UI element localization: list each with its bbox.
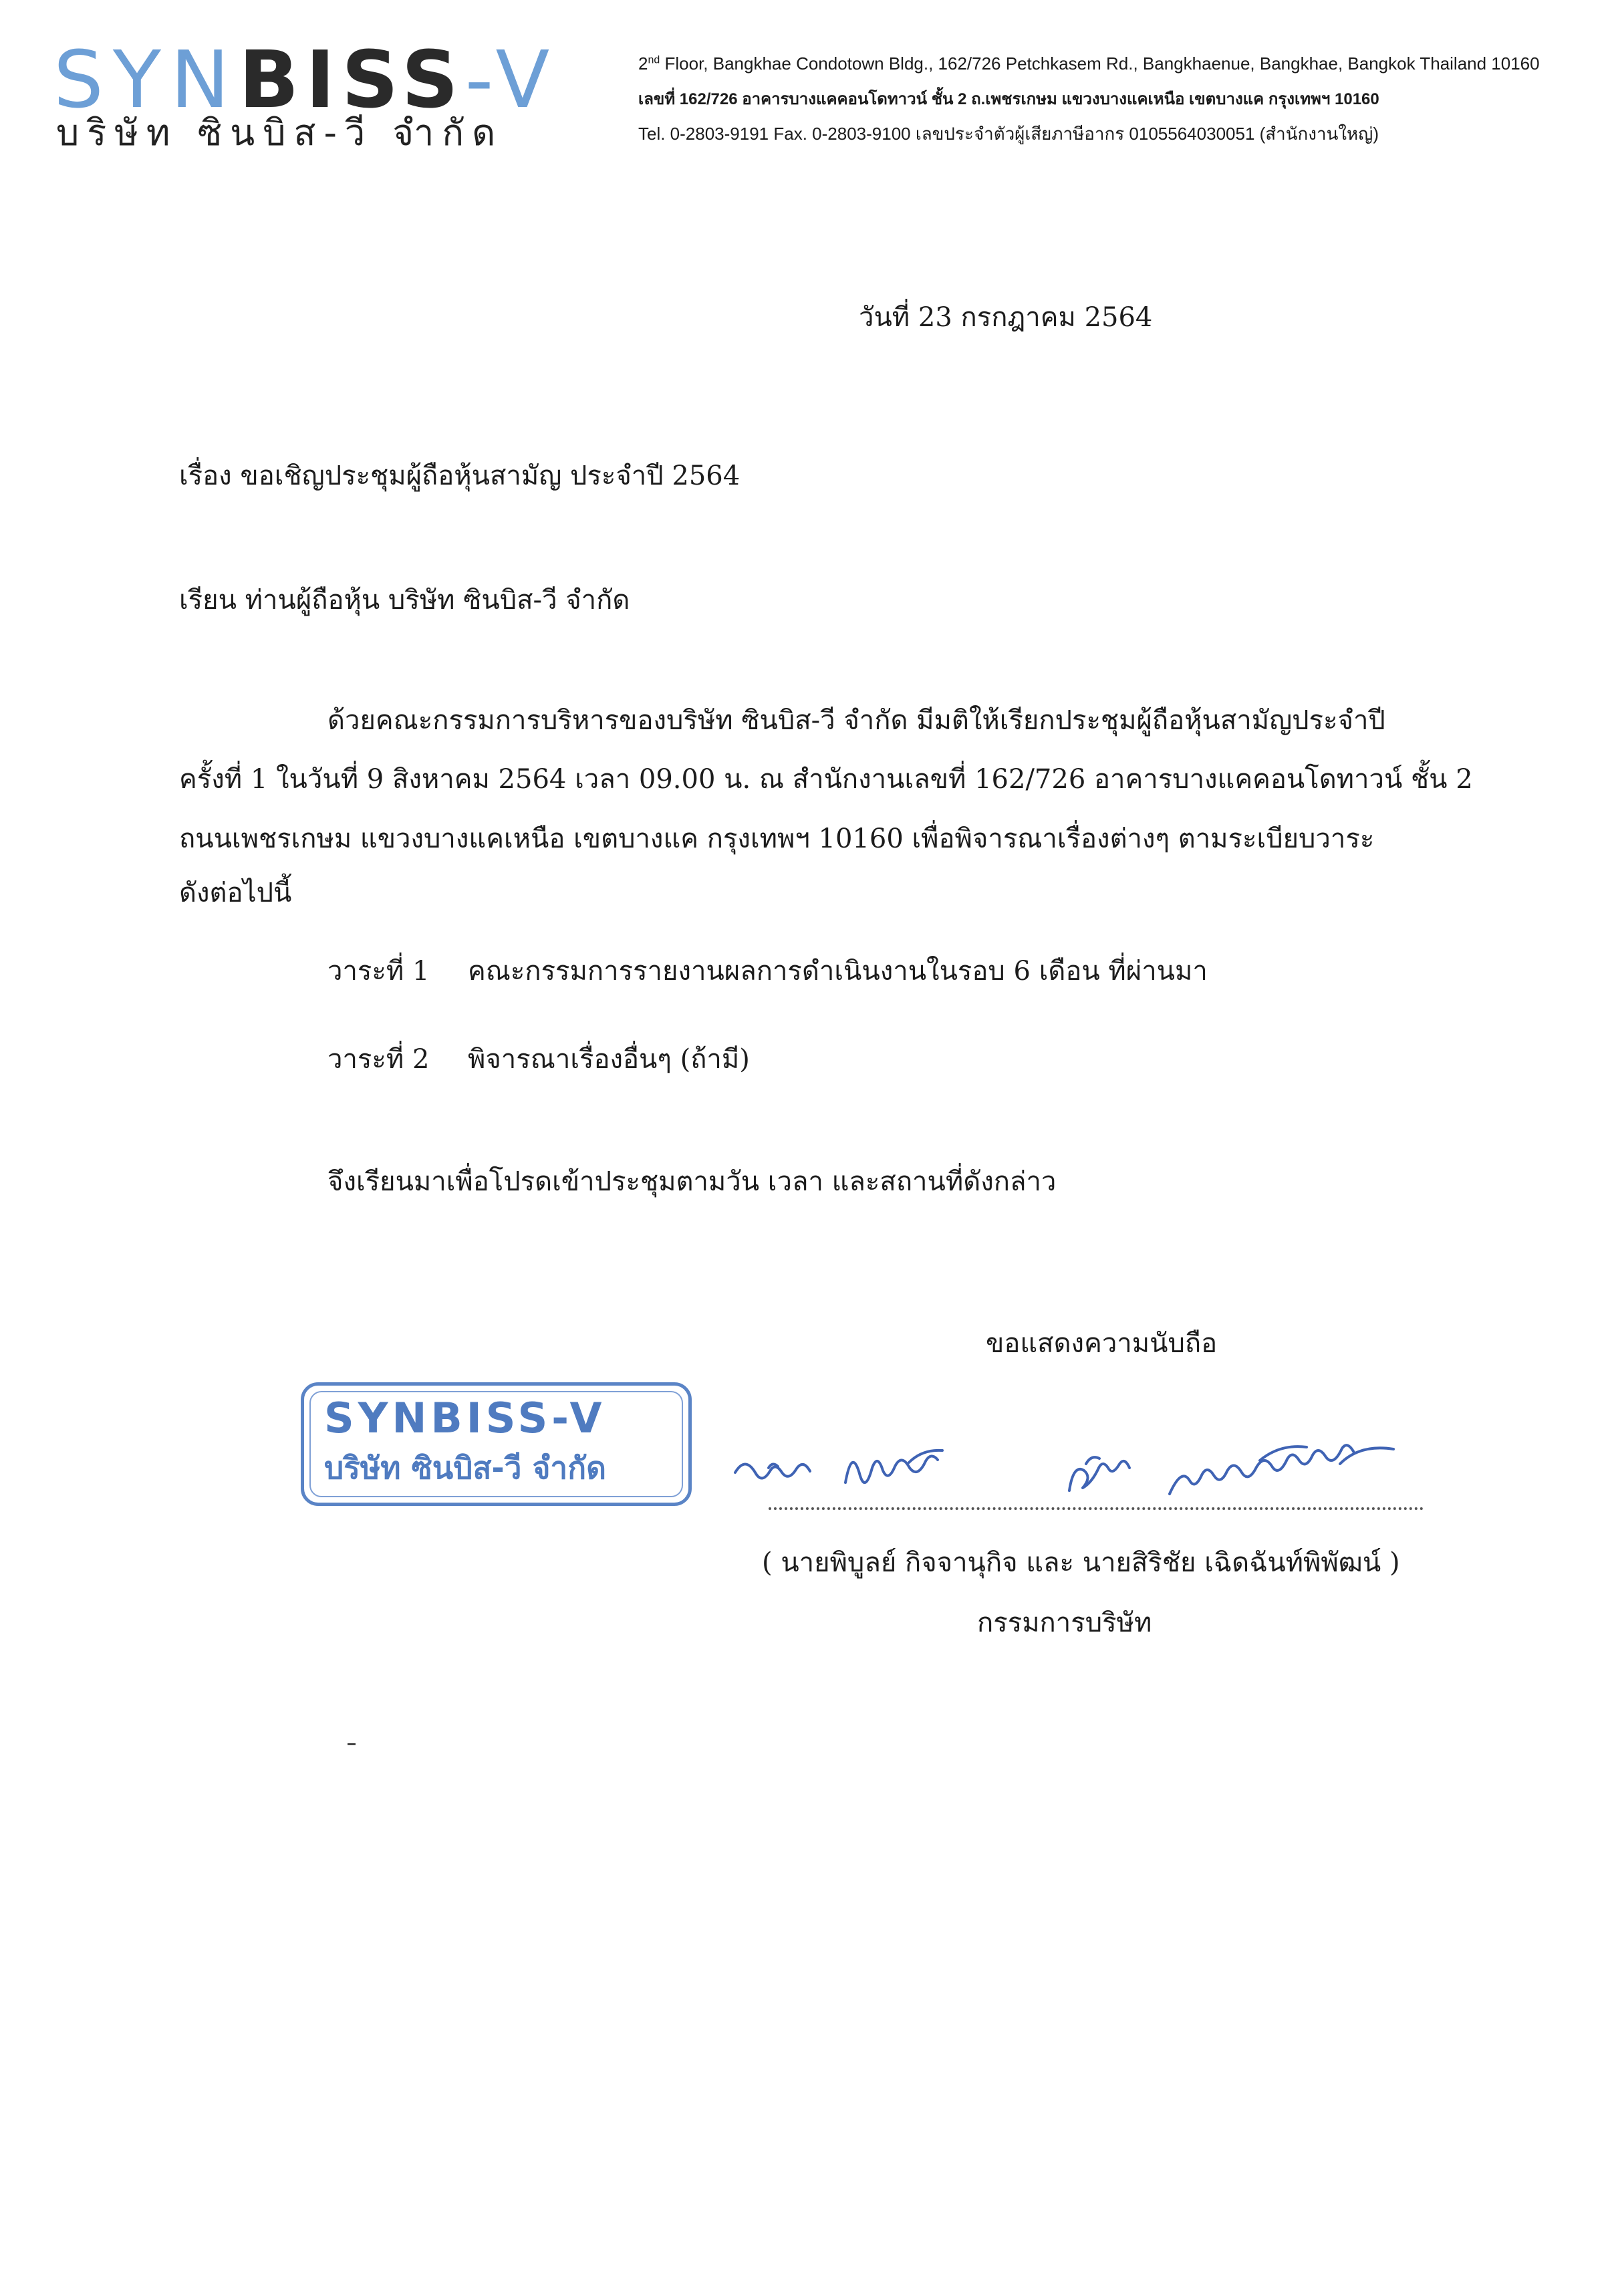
address-thai: เลขที่ 162/726 อาคารบางแคคอนโดทาวน์ ชั้น 2 ถ.เพชรเกษม แขวงบางแคเหนือ เขตบางแค กรุงเทพฯ 10160 (638, 90, 1379, 108)
logo-biss: BISS (239, 33, 465, 126)
address-floor-suffix: nd (648, 54, 660, 66)
body-line-3: ถนนเพชรเกษม แขวงบางแคเหนือ เขตบางแค กรุงเทพฯ 10160 เพื่อพิจารณาเรื่องต่างๆ ตามระเบียบวาระ (179, 823, 1375, 854)
regards: ขอแสดงความนับถือ (986, 1328, 1218, 1359)
company-logo (53, 33, 557, 126)
logo-syn: SYN (53, 33, 239, 126)
stamp-word: SYNBISS-V (324, 1394, 606, 1442)
agenda-2-label: วาระที่ 2 (327, 1044, 430, 1075)
body-line-2: ครั้งที่ 1 ในวันที่ 9 สิงหาคม 2564 เวลา 09.00 น. ณ สำนักงานเลขที่ 162/726 อาคารบางแคคอนโดทาวน์ ชั้น 2 (179, 764, 1473, 795)
address-english-text: Floor, Bangkhae Condotown Bldg., 162/726 Petchkasem Rd., Bangkhaenue, Bangkhae, Bangkok Thailand 10160 (660, 53, 1540, 74)
logo-thai-name: บริษัท ซินบิส-วี จำกัด (56, 112, 504, 154)
address-floor-number: 2 (638, 53, 648, 74)
agenda-1-text: คณะกรรมการรายงานผลการดำเนินงานในรอบ 6 เดือน ที่ผ่านมา (468, 956, 1208, 987)
signature-2 (1059, 1437, 1434, 1511)
agenda-2-text: พิจารณาเรื่องอื่นๆ (ถ้ามี) (468, 1044, 750, 1075)
body-line-4: ดังต่อไปนี้ (179, 878, 292, 908)
agenda-1-label: วาระที่ 1 (327, 956, 430, 987)
logo-dash-v: -V (464, 33, 557, 126)
letter-subject: เรื่อง ขอเชิญประชุมผู้ถือหุ้นสามัญ ประจำปี 2564 (179, 461, 741, 491)
signature-line (769, 1507, 1424, 1510)
closing-sentence: จึงเรียนมาเพื่อโปรดเข้าประชุมตามวัน เวลา และสถานที่ดังกล่าว (327, 1166, 1057, 1197)
contact-line: Tel. 0-2803-9191 Fax. 0-2803-9100 เลขประจำตัวผู้เสียภาษีอากร 0105564030051 (สำนักงานใหญ่) (638, 124, 1379, 144)
body-line-1: ด้วยคณะกรรมการบริหารของบริษัท ซินบิส-วี จำกัด มีมติให้เรียกประชุมผู้ถือหุ้นสามัญประจำปี (327, 705, 1385, 736)
letter-date: วันที่ 23 กรกฎาคม 2564 (859, 302, 1153, 333)
stamp-thai-name: บริษัท ซินบิส-วี จำกัด (324, 1450, 606, 1486)
letter-salutation: เรียน ท่านผู้ถือหุ้น บริษัท ซินบิส-วี จำกัด (179, 585, 630, 616)
scan-speck (348, 1743, 356, 1745)
signatory-position: กรรมการบริษัท (977, 1608, 1152, 1638)
signatory-names: ( นายพิบูลย์ กิจจานุกิจ และ นายสิริชัย เฉิดฉันท์พิพัฒน์ ) (762, 1547, 1400, 1578)
signature-1 (728, 1436, 982, 1503)
company-stamp (301, 1382, 692, 1506)
address-english (638, 55, 1540, 72)
